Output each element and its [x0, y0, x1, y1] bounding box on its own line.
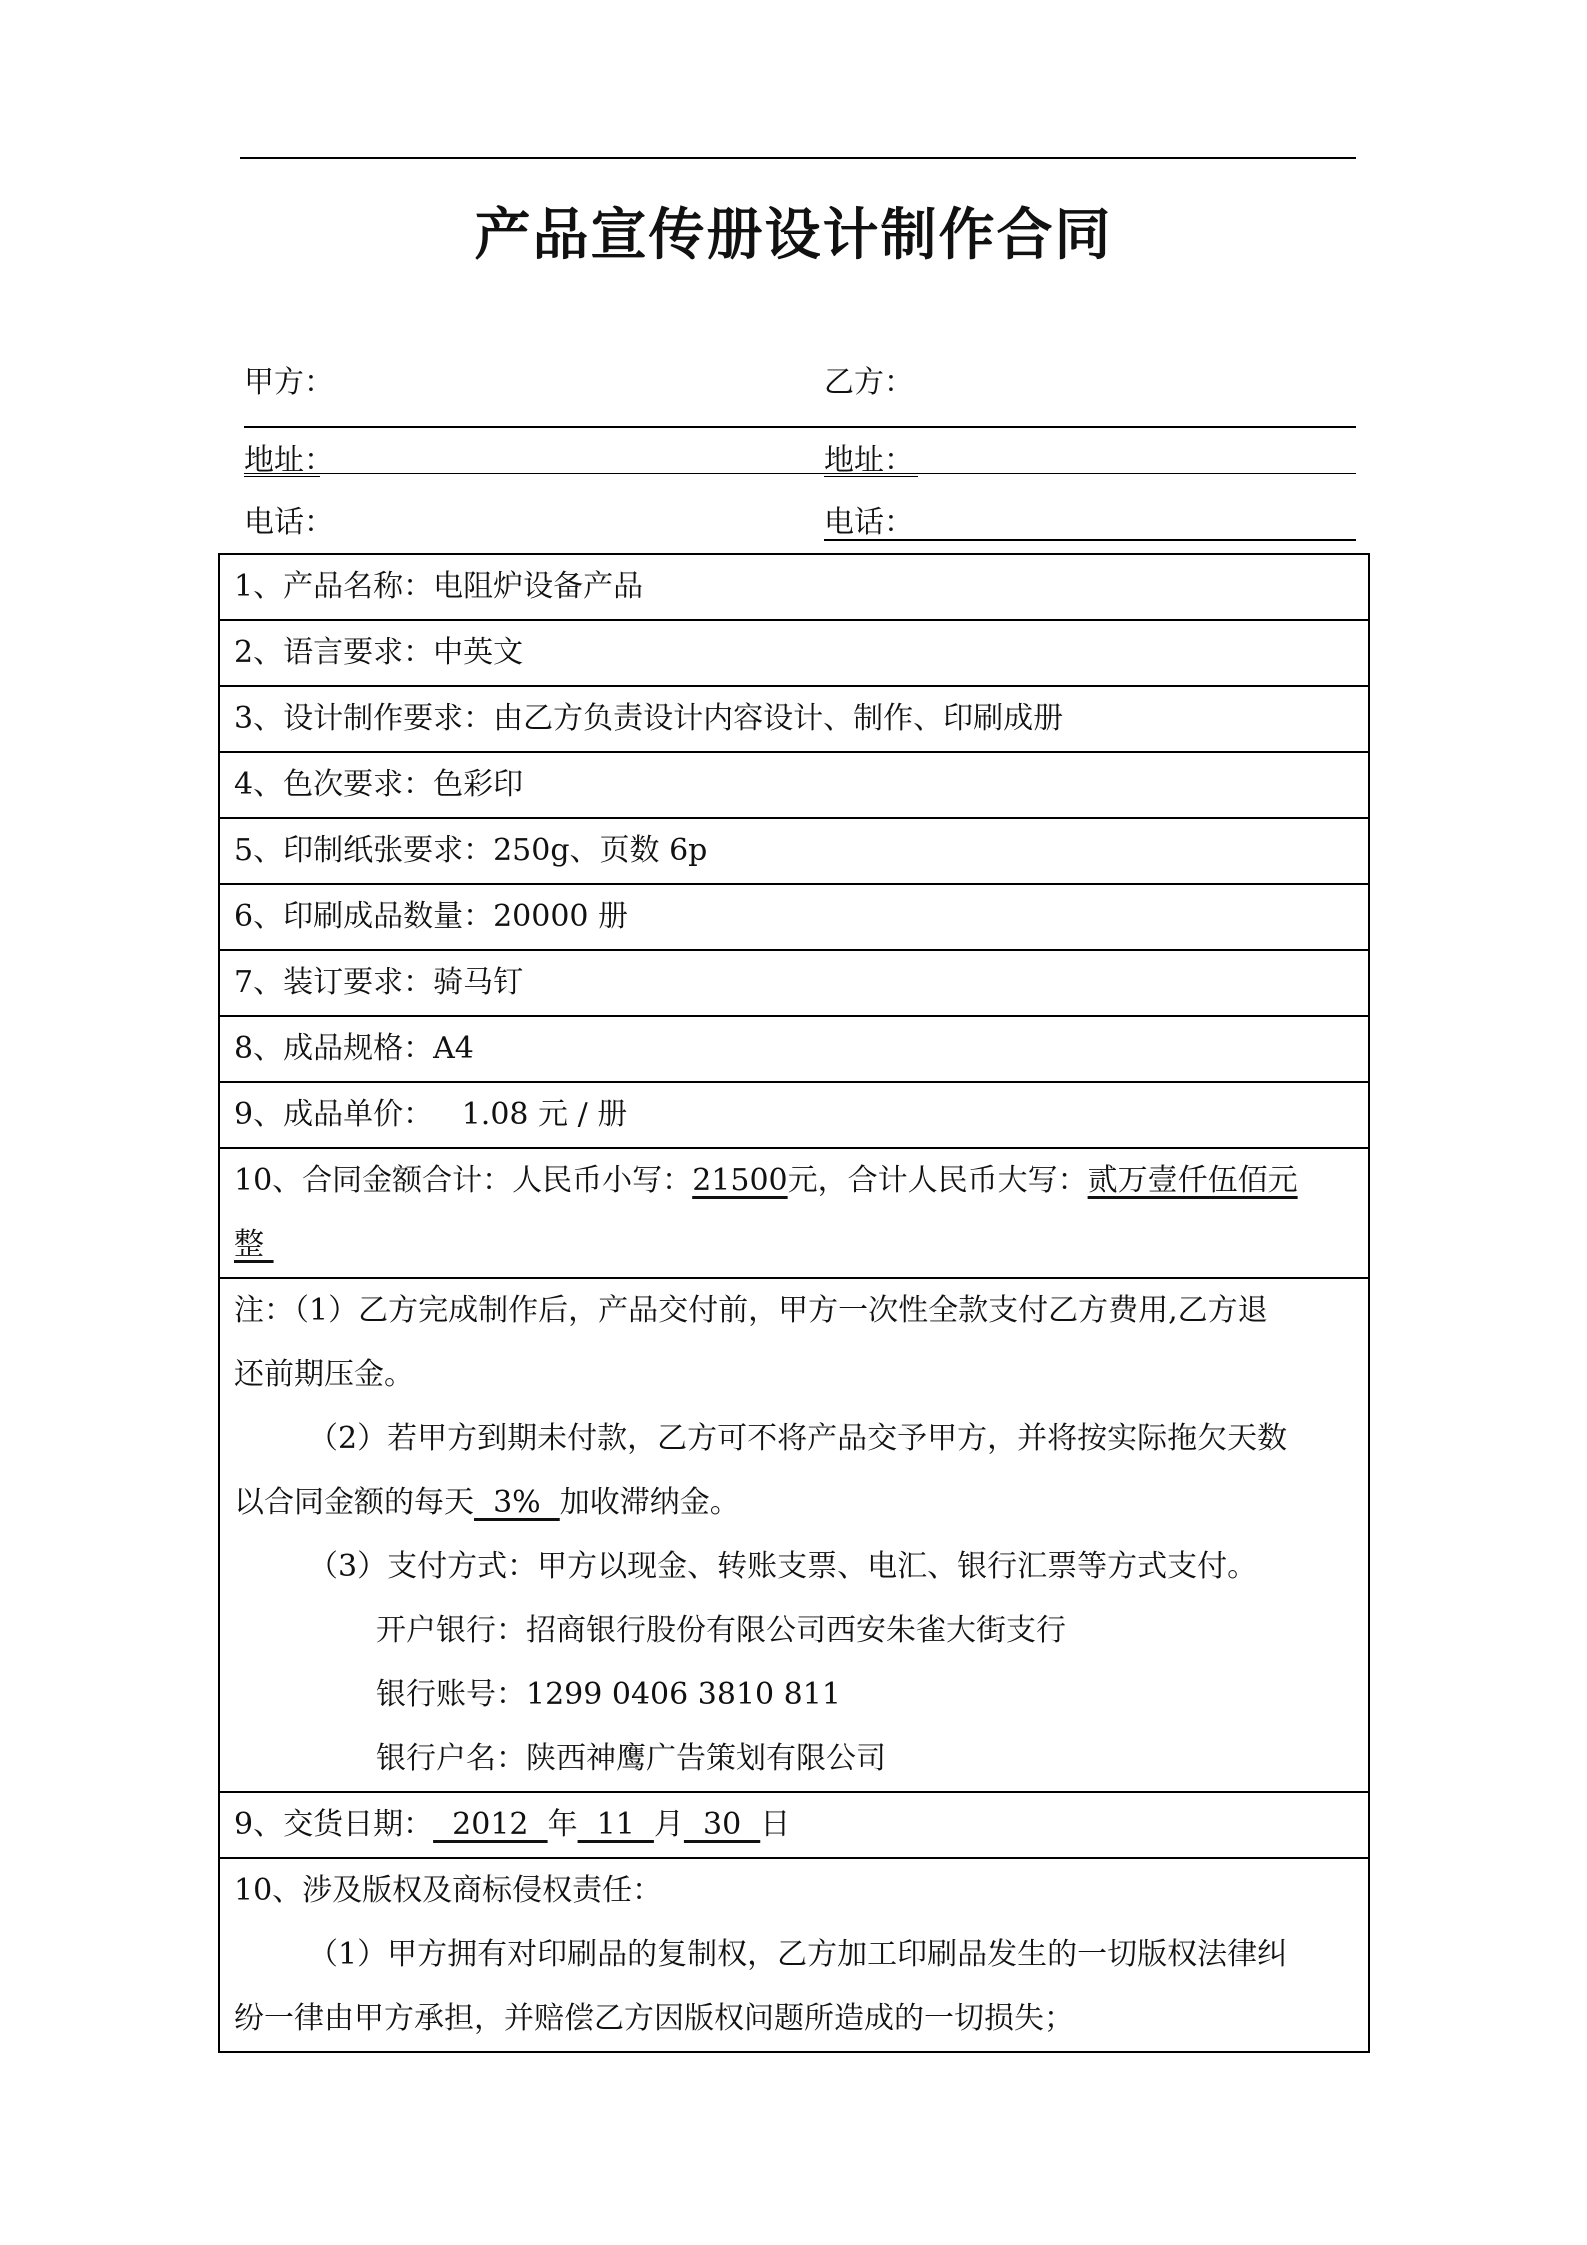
delivery-year-unit: 年: [547, 1807, 578, 1842]
note-2-a: （2）若甲方到期未付款，乙方可不将产品交予甲方，并将按实际拖欠天数: [308, 1421, 1288, 1456]
item-unit-price: 9、成品单价： 1.08 元 / 册: [219, 1082, 1369, 1148]
table-row: [219, 950, 1369, 1016]
bank-account: 银行账号：1299 0406 3810 811: [376, 1677, 841, 1712]
address-a-underline: [244, 476, 320, 477]
address-rule: [244, 473, 1356, 474]
note-2-b-suffix: 加收滞纳金。: [559, 1485, 740, 1520]
party-b-label: 乙方：: [824, 365, 914, 400]
delivery-year: 2012: [433, 1807, 548, 1842]
delivery-date-cell: [219, 1792, 1369, 1858]
amount-mid: 元，合计人民币大写：: [787, 1163, 1088, 1198]
table-row: [219, 1792, 1369, 1858]
contract-amount-cell: [219, 1148, 1369, 1278]
contract-table: [218, 553, 1370, 2053]
item-design-requirement: 3、设计制作要求：由乙方负责设计内容设计、制作、印刷成册: [219, 686, 1369, 752]
address-b-underline: [824, 476, 918, 477]
item-binding: 7、装订要求：骑马钉: [219, 950, 1369, 1016]
table-row: [219, 1016, 1369, 1082]
note-1-a: 注：（1）乙方完成制作后，产品交付前，甲方一次性全款支付乙方费用,乙方退: [234, 1293, 1268, 1328]
table-row: [219, 1858, 1369, 2052]
copyright-heading: 10、涉及版权及商标侵权责任：: [234, 1873, 663, 1908]
amount-big-1: 贰万壹仟伍佰元: [1087, 1163, 1298, 1198]
copyright-p1-b: 纷一律由甲方承担，并赔偿乙方因版权问题所造成的一切损失；: [234, 2001, 1074, 2036]
table-row: [219, 818, 1369, 884]
note-2-rate: 3%: [474, 1485, 560, 1520]
amount-big-2: 整: [234, 1227, 274, 1262]
party-divider: [244, 426, 1356, 428]
account-name: 银行户名：陕西神鹰广告策划有限公司: [376, 1741, 886, 1776]
table-row: [219, 752, 1369, 818]
table-row: [219, 1082, 1369, 1148]
table-row: [219, 620, 1369, 686]
delivery-month-unit: 月: [653, 1807, 684, 1842]
table-row: [219, 884, 1369, 950]
copyright-p1-a: （1）甲方拥有对印刷品的复制权，乙方加工印刷品发生的一切版权法律纠: [308, 1937, 1288, 1972]
party-b-address: 地址：: [824, 443, 914, 478]
header-rule: [240, 157, 1356, 159]
document-title: 产品宣传册设计制作合同: [474, 203, 1113, 268]
note-2-b-prefix: 以合同金额的每天: [234, 1485, 474, 1520]
note-1-b: 还前期压金。: [234, 1357, 414, 1392]
party-b-phone: 电话：: [824, 505, 914, 540]
item-language: 2、语言要求：中英文: [219, 620, 1369, 686]
table-row: [219, 1148, 1369, 1278]
party-a-address: 地址：: [244, 443, 334, 478]
table-row: [219, 1278, 1369, 1792]
item-size: 8、成品规格：A4: [219, 1016, 1369, 1082]
copyright-cell: [219, 1858, 1369, 2052]
item-color: 4、色次要求：色彩印: [219, 752, 1369, 818]
delivery-prefix: 9、交货日期：: [234, 1807, 434, 1842]
delivery-day-unit: 日: [760, 1807, 791, 1842]
item-paper: 5、印制纸张要求：250g、页数 6p: [219, 818, 1369, 884]
party-a-phone: 电话：: [244, 505, 334, 540]
table-row: [219, 554, 1369, 620]
item-product-name: 1、产品名称：电阻炉设备产品: [219, 554, 1369, 620]
bank-name: 开户银行：招商银行股份有限公司西安朱雀大街支行: [376, 1613, 1066, 1648]
table-row: [219, 686, 1369, 752]
amount-small: 21500: [692, 1163, 788, 1198]
party-a-label: 甲方：: [244, 365, 334, 400]
item-quantity: 6、印刷成品数量：20000 册: [219, 884, 1369, 950]
amount-prefix: 10、合同金额合计：人民币小写：: [234, 1163, 693, 1198]
notes-cell: [219, 1278, 1369, 1792]
delivery-day: 30: [683, 1807, 761, 1842]
delivery-month: 11: [577, 1807, 654, 1842]
note-3: （3）支付方式：甲方以现金、转账支票、电汇、银行汇票等方式支付。: [308, 1549, 1258, 1584]
phone-rule: [824, 539, 1356, 541]
